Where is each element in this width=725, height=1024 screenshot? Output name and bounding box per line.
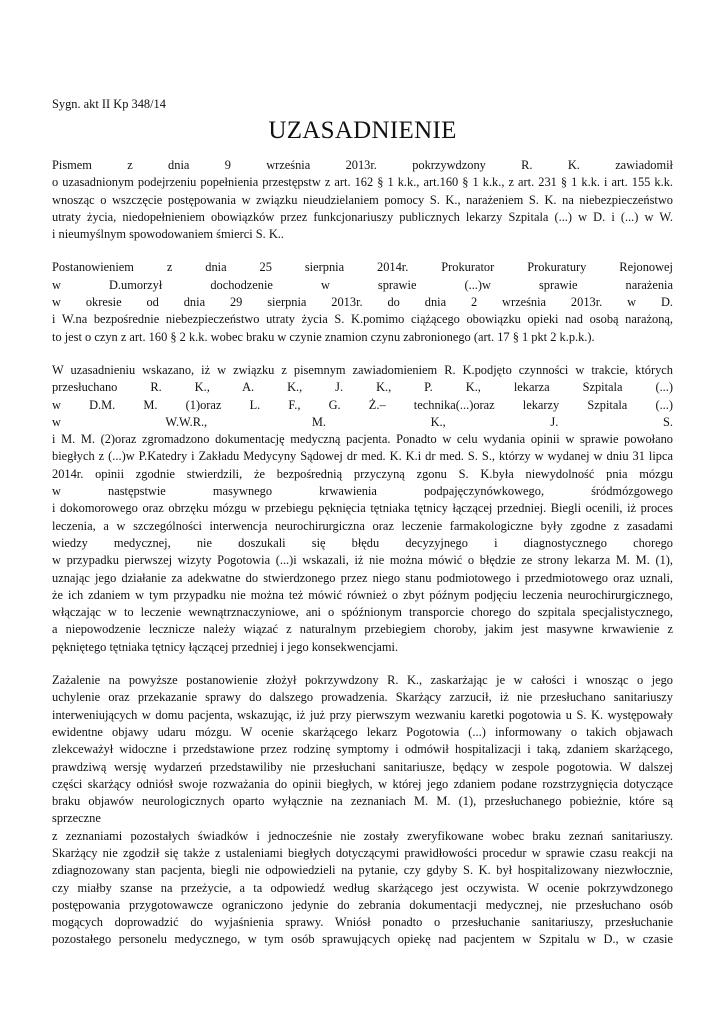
text-line: to jest o czyn z art. 160 § 2 k.k. wobec braku w czynie znamion czynu zabronionego (art. 17 § 1 pkt 2 k.p.k.).: [52, 329, 595, 344]
text-line: w D.umorzył dochodzenie w sprawie (...)w sprawie narażenia: [52, 277, 673, 292]
text-line: że ich zdaniem w tym przypadku nie można też mówić również o zbyt późnym podjęciu leczenia neurochirurgicznego,: [52, 587, 673, 602]
document-body: [52, 157, 673, 949]
text-line: w D.M. M. (1)oraz L. F., G. Ż.– technika(...)oraz lekarzy Szpitala (...): [52, 397, 673, 412]
text-line: sprzeczne: [52, 811, 101, 826]
text-line: utraty życia, niedopełnieniem obowiązków przez funkcjonariuszy publicznych lekarzy Szpitala (...) w D. i (...) w W.: [52, 209, 673, 224]
text-line: postępowania przygotowawcze ograniczono jedynie do zebrania dokumentacji medycznej, nie przesłuchano osób: [52, 897, 673, 912]
paragraph: [52, 362, 673, 656]
text-line: wiedzy medycznej, nie doszukali się błędu decyzyjnego i diagnostycznego chorego: [52, 535, 673, 550]
text-line: biegłych z (...)w P.Katedry i Zakładu Medycyny Sądowej dr med. K. K.i dr med. S. S., którzy w wydanej w dniu 31 lipca: [52, 449, 673, 464]
document-title: UZASADNIENIE: [268, 117, 457, 144]
text-line: zdiagnozowany stan pacjenta, biegli nie odpowiedzieli na pytanie, czy gdyby S. K. był hospitalizowany niezwłocznie,: [52, 863, 673, 878]
text-line: prawdziwą wersję wydarzeń przedstawiliby nie przesłuchani sanitariusze, będący w zespole pogotowia. W dalszej: [52, 759, 673, 774]
text-line: i M. M. (2)oraz zgromadzono dokumentację medyczną pacjenta. Ponadto w celu wydania opinii w sprawie powołano: [52, 432, 673, 447]
text-line: wnosząc o wszczęcie postępowania w związku nieudzielaniem pomocy S. K., narażeniem S. K. na niebezpieczeństwo: [52, 192, 673, 207]
text-line: w przypadku pierwszej wizyty Pogotowia (...)i wskazali, iż nie można mówić o błędzie ze strony lekarza M. M. (1),: [52, 553, 673, 568]
text-line: mogących doprowadzić do wyjaśnienia sprawy. Wniósł ponadto o przesłuchanie sanitariuszy, przesłuchanie: [52, 915, 673, 930]
text-line: interweniujących w domu pacjenta, wskazując, iż już przy pierwszym wezwaniu karetki pogotowia u S. K. występowały: [52, 707, 673, 722]
text-line: w następstwie masywnego krwawienia podpajęczynówkowego, śródmózgowego: [52, 484, 673, 499]
paragraph: [52, 259, 673, 345]
text-line: w W.W.R., M. K., J. S.: [52, 414, 673, 429]
text-line: o uzasadnionym podejrzeniu popełnienia przestępstw z art. 162 § 1 k.k., art.160 § 1 k.k., z art. 231 § 1 k.k. i art. 155 k.k.: [52, 175, 673, 190]
case-signature: Sygn. akt II Kp 348/14: [52, 97, 166, 111]
text-line: przesłuchano R. K., A. K., J. K., P. K., lekarza Szpitala (...): [52, 380, 673, 395]
text-line: zlekceważył widoczne i przedstawione przez rodzinę symptomy i odmówił hospitalizacji i taką, zdaniem skarżącego,: [52, 742, 673, 757]
text-line: pękniętego tętniaka tętnicy łączącej przedniej i jego konsekwencjami.: [52, 639, 399, 654]
text-line: braku objawów neurologicznych oparto wyłącznie na zeznaniach M. M. (1), przesłuchanego pobieżnie, które są: [52, 794, 673, 809]
text-line: i nieumyślnym spowodowaniem śmierci S. K..: [52, 227, 284, 242]
text-line: i dokomorowego oraz obrzęku mózgu w przebiegu pęknięcia tętniaka tętnicy łączącej przedniej. Biegli ocenili, iż proces: [52, 501, 673, 516]
text-line: 2014r. opinii zgodnie stwierdzili, że bezpośrednią przyczyną zgonu S. K.była niewydolność pnia mózgu: [52, 466, 673, 481]
paragraph: [52, 672, 673, 949]
text-line: i W.na bezpośrednie niebezpieczeństwo utraty życia S. K.pomimo ciążącego obowiązku opieki nad osobą narażoną,: [52, 312, 673, 327]
text-line: leczenia, a w szczególności interwencja neurochirurgiczna oraz leczenie farmakologiczne były zgodne z zasadami: [52, 518, 673, 533]
text-line: W uzasadnieniu wskazano, iż w związku z pisemnym zawiadomieniem R. K.podjęto czynności w trakcie, których: [52, 362, 673, 377]
text-line: uchylenie oraz przekazanie sprawy do dalszego prowadzenia. Skarżący zarzucił, iż nie przesłuchano sanitariuszy: [52, 690, 673, 705]
text-line: części skarżący odniósł swoje rozważania do opinii biegłych, w której jego zdaniem podane rozstrzygnięcia dotyczące: [52, 776, 673, 791]
text-line: Pismem z dnia 9 września 2013r. pokrzywdzony R. K. zawiadomił: [52, 158, 673, 172]
paragraph: [52, 157, 673, 243]
text-line: włączając w to leczenie wewnątrznaczyniowe, ani o spóźnionym transporcie chorego do szpitala specjalistycznego,: [52, 605, 673, 620]
text-line: a niepowodzenie lecznicze należy wiązać z naturalnym przebiegiem choroby, jakim jest masywne krwawienie z: [52, 622, 673, 637]
text-line: uznając jego działanie za adekwatne do stwierdzonego przez niego stanu podmiotowego i przedmiotowego oraz uznali,: [52, 570, 673, 585]
text-line: Skarżący nie zgodził się także z ustaleniami biegłych dotyczącymi prawidłowości procedur w sprawie czasu reakcji na: [52, 845, 673, 860]
text-line: w okresie od dnia 29 sierpnia 2013r. do dnia 2 września 2013r. w D.: [52, 295, 673, 310]
text-line: Postanowieniem z dnia 25 sierpnia 2014r. Prokurator Prokuratury Rejonowej: [52, 260, 673, 275]
text-line: Zażalenie na powyższe postanowienie złożył pokrzywdzony R. K., zaskarżając je w całości i wnosząc o jego: [52, 673, 673, 688]
text-line: ewidentne objawy udaru mózgu. W ocenie skarżącego lekarz Pogotowia (...) informowany o takich objawach: [52, 724, 673, 739]
text-line: pozostałego personelu medycznego, w tym osób sprawujących opiekę nad pacjentem w Szpitalu w D., w czasie: [52, 932, 673, 947]
text-line: czy miałby szanse na przeżycie, a ta odpowiedź według skarżącego jest oczywista. W ocenie pokrzywdzonego: [52, 880, 673, 895]
text-line: z zeznaniami pozostałych świadków i jednocześnie nie zostały zweryfikowane wobec braku zeznań sanitariuszy.: [52, 828, 673, 843]
